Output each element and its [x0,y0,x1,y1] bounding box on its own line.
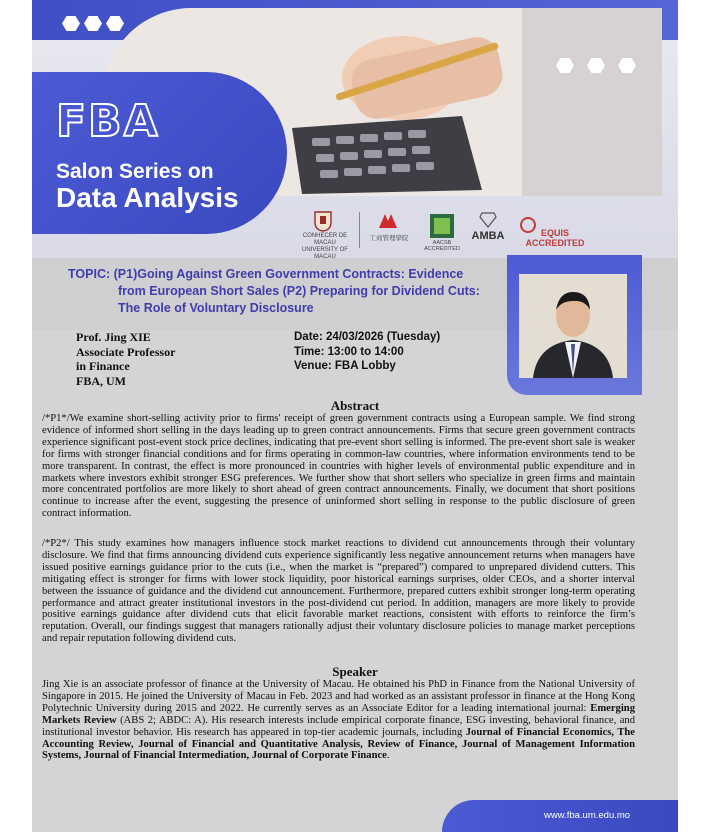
speaker-field: in Finance [76,359,130,373]
journal-list: Journal of Financial Economics, The Accounting Review, Journal of Financial and Quantitative Analysis, Review of Finance, Journal of Management Information Systems, Journal of Financial Intermediation, Journal of Corporate Finance [42,726,635,762]
logo-divider [359,212,360,248]
um-logo-text: CONHECER DE MACAU UNIVERSITY OF MACAU [302,233,348,258]
topic-line-2: from European Short Sales (P2) Preparing for Dividend Cuts: [118,284,480,298]
topic-label: TOPIC: [68,267,111,281]
accreditation-logos [287,206,678,258]
event-time: Time: 13:00 to 14:00 [294,345,404,358]
journal-emr: Emerging Markets Review [42,702,635,726]
series-title: Salon Series on [56,160,214,183]
amba-text: AMBA [471,230,505,242]
speaker-name: Prof. Jing XIE [76,330,151,344]
speaker-card [76,330,175,388]
fba-logo: FBA [56,96,160,147]
topic-line-3: The Role of Voluntary Disclosure [118,301,314,315]
series-subtitle: Data Analysis [56,182,239,213]
speaker-bio [42,679,635,762]
speaker-affiliation: FBA, UM [76,373,126,388]
event-date: Date: 24/03/2026 (Tuesday) [294,331,441,343]
topic-line-1: (P1)Going Against Green Government Contracts: Evidence [113,267,464,281]
hero-banner [32,0,678,258]
speaker-title: Associate Professor [76,344,176,359]
speaker-portrait [519,274,627,378]
speaker-heading: Speaker [332,664,378,679]
event-details [294,330,440,374]
speaker-avatar-illustration [519,274,627,378]
speaker-bio-intro: Jing Xie is an associate professor of finance at the University of Macau. He obtained his PhD in Finance from the National University of Singapore in 2015. He joined the University of Macau in Feb. 2023 and had worked as an assistant professor in finance at the Hong Kong Polytechnic University during 2015 and 2022. He currently serves as an Associate Editor for a leading international journal: [42,679,635,714]
equis-text: EQUIS ACCREDITED [525,228,585,248]
um-crest-icon [313,210,333,232]
abstract-paragraph-1: /*P1*/We examine short-selling activity prior to firms' receipt of green government contracts using a European sample. We find strong evidence of informed short selling in the days leading up to green contract announcements. Firms that secure green government contracts experience significant post-event stock price declines, indicating that pre-event short selling is informed. The pre-event short sale is weaker for firms with stronger financial conditions and for firms operating in common-law countries, where information environments tend to be more transparent. In contrast, the effect is more pronounced in countries with higher levels of environmental public expenditure and in markets where investors exhibit stronger ESG preferences. We further show that short sellers who specialize in green firms and maintain more concentrated portfolios are more likely to short ahead of green contract announcements. Finally, we document that short positions continue to increase after the event, suggesting the presence of uninformed short selling in response to the public disclosure of green contract information. [42,413,635,520]
event-venue: Venue: FBA Lobby [294,360,396,372]
fba-mark-text: 工商管理學院 [369,235,409,242]
aacsb-icon [430,214,454,238]
abstract-heading: Abstract [330,398,380,413]
website-url: www.fba.um.edu.mo [544,810,631,821]
speaker-bio-middle: (ABS 2; ABDC: A). His research interests include empirical corporate finance, ESG investing, behavioral finance, and institutional investor behavior. His research has appeared in top-tier academic journals, including [42,714,635,738]
amba-diamond-icon [479,212,497,228]
event-poster [32,0,678,832]
topic-title [68,266,508,317]
fba-mark-icon [377,212,399,230]
aacsb-text: AACSB ACCREDITED [424,240,460,252]
abstract-paragraph-2: /*P2*/ This study examines how managers influence stock market reactions to dividend cut announcements through their voluntary disclosure. We find that firms announcing dividend cuts experience significantly less negative announcement returns when managers have issued positive earnings guidance prior to the cuts (i.e., when the market is “prepared”) compared to unprepared dividend cutters. This mitigating effect is stronger for firms with lower stock liquidity, poor historical earnings surprises, older CEOs, and a shorter interval between the issuance of guidance and the dividend cut announcement. Furthermore, prepared cutters exhibit stronger long-term operating performance and attract greater institutional investors in the post-dividend cut period. In addition, managers are more likely to provide positive earnings guidance after dividend cuts that elicit favorable market reactions, consistent with efforts to reinforce the firm’s reputation. Overall, our findings suggest that managers rationally adjust their voluntary disclosure policies to manage market perceptions and repair reputation following dividend cuts. [42,538,635,645]
speaker-bio-end: . [386,750,390,762]
